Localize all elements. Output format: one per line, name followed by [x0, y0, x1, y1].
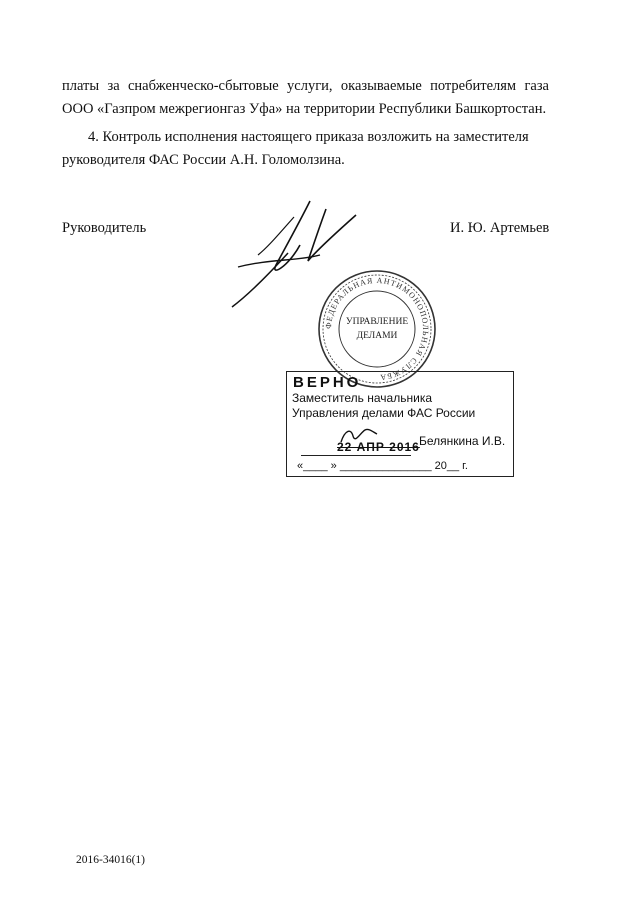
signatory-title: Руководитель	[62, 220, 147, 236]
paragraph-tariff	[62, 75, 549, 121]
certification-stamp	[286, 371, 514, 477]
seal-ring-text: ФЕДЕРАЛЬНАЯ АНТИМОНОПОЛЬНАЯ СЛУЖБА	[323, 275, 431, 383]
stamp-verified-label: ВЕРНО	[293, 374, 362, 391]
stamp-date-line: «____ » _______________ 20__ г.	[297, 460, 468, 472]
seal-center-text: ДЕЛАМИ	[356, 331, 398, 341]
stamp-signature-line	[301, 455, 411, 456]
stamp-role-line: Заместитель начальника	[292, 391, 433, 405]
paragraph-line: 4. Контроль исполнения настоящего приказа возложить на заместителя	[88, 129, 529, 145]
seal-center-text: УПРАВЛЕНИЕ	[345, 317, 409, 327]
stamp-date: 22 АПР 2016	[337, 440, 420, 454]
svg-text:ФЕДЕРАЛЬНАЯ АНТИМОНОПОЛЬНАЯ СЛ	[324, 276, 430, 382]
paragraph-line: платы за снабженческо-сбытовые услуги, оказываемые потребителям газа	[62, 78, 549, 94]
document-number: 2016-34016(1)	[76, 854, 145, 866]
stamp-person-name: Белянкина И.В.	[419, 434, 506, 448]
paragraph-line: ООО «Газпром межрегионгаз Уфа» на территории Республики Башкортостан.	[62, 101, 547, 117]
paragraph-line: руководителя ФАС России А.Н. Голомолзина.	[62, 152, 345, 168]
paragraph-control	[62, 126, 549, 172]
signatory-name: И. Ю. Артемьев	[450, 220, 550, 236]
stamp-role-line: Управления делами ФАС России	[292, 406, 476, 420]
stamp-role	[292, 391, 475, 421]
